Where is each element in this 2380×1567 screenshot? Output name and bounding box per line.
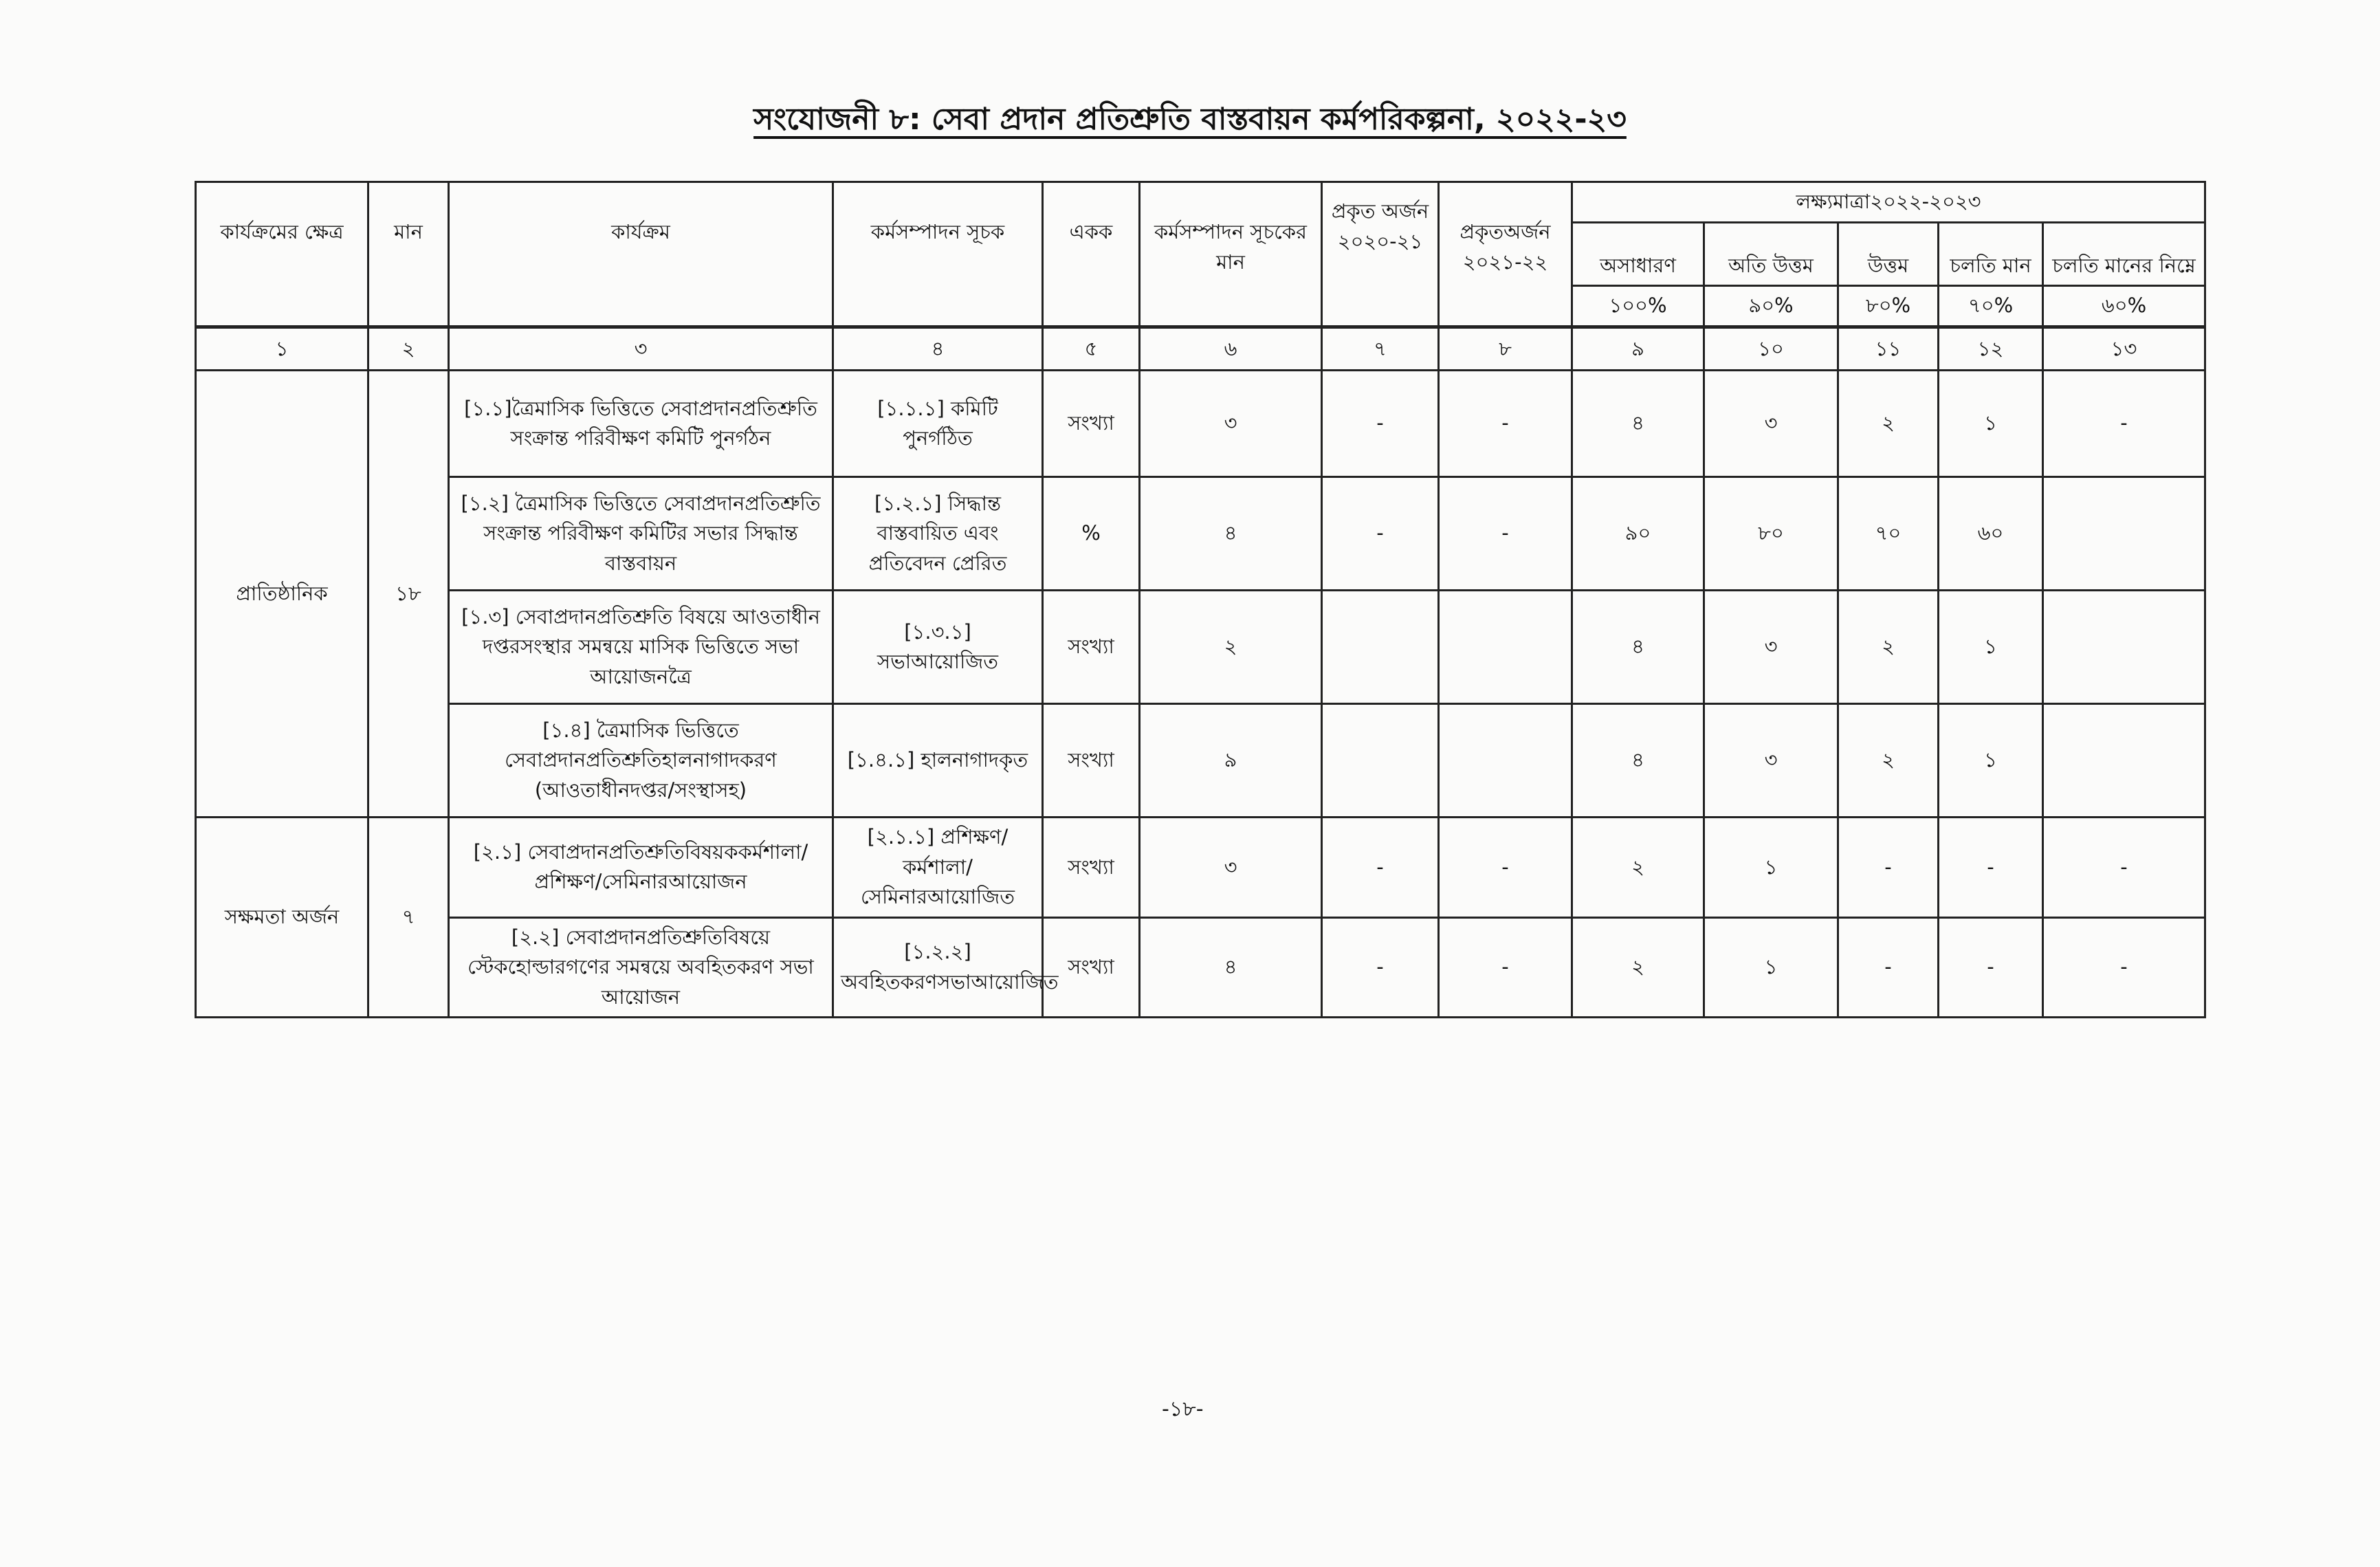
header-weight: মান <box>368 182 449 327</box>
actual-2020-21-cell: - <box>1322 371 1439 477</box>
target-cell: - <box>1838 818 1939 918</box>
indicator-cell: [২.১.১] প্রশিক্ষণ/কর্মশালা/ সেমিনারআয়োজিত <box>833 818 1043 918</box>
column-number: ৪ <box>833 327 1043 371</box>
header-actual-2020-21: প্রকৃত অর্জন ২০২০-২১ <box>1322 182 1439 327</box>
target-cell: - <box>2043 917 2205 1018</box>
activity-cell: [১.২] ত্রৈমাসিক ভিত্তিতে সেবাপ্রদানপ্রতিশ্রুতি সংক্রান্ত পরিবীক্ষণ কমিটির সভার সিদ্ধান্ত বাস্তবায়ন <box>449 477 833 591</box>
actual-2020-21-cell: - <box>1322 917 1439 1018</box>
target-cell: ৪ <box>1572 704 1704 818</box>
target-cell: ৪ <box>1572 371 1704 477</box>
table-row <box>196 371 2205 477</box>
header-actual-2021-22: প্রকৃতঅর্জন ২০২১-২২ <box>1439 182 1572 327</box>
target-cell: - <box>1939 818 2043 918</box>
document-title <box>0 96 2380 146</box>
title-text: সংযোজনী ৮: সেবা প্রদান প্রতিশ্রুতি বাস্তবায়ন কর্মপরিকল্পনা, ২০২২-২৩ <box>753 102 1627 137</box>
header-target-3: চলতি মান <box>1939 222 2043 286</box>
target-cell: ১ <box>1704 917 1838 1018</box>
header-unit: একক <box>1043 182 1140 327</box>
column-number: ৬ <box>1140 327 1322 371</box>
actual-2020-21-cell <box>1322 704 1439 818</box>
target-cell: - <box>1838 917 1939 1018</box>
area-cell: প্রাতিষ্ঠানিক <box>196 371 368 818</box>
target-cell: ৩ <box>1704 371 1838 477</box>
column-number: ১ <box>196 327 368 371</box>
actual-2021-22-cell: - <box>1439 917 1572 1018</box>
target-pct-3: ৭০% <box>1939 286 2043 327</box>
weight-cell: ৭ <box>368 818 449 1018</box>
indicator-cell: [১.৪.১] হালনাগাদকৃত <box>833 704 1043 818</box>
target-cell: ৪ <box>1572 591 1704 704</box>
column-number: ১১ <box>1838 327 1939 371</box>
target-cell: ১ <box>1939 371 2043 477</box>
target-cell: ৭০ <box>1838 477 1939 591</box>
indicator-weight-cell: ৩ <box>1140 371 1322 477</box>
actual-2020-21-cell: - <box>1322 477 1439 591</box>
target-cell: ২ <box>1572 818 1704 918</box>
target-pct-0: ১০০% <box>1572 286 1704 327</box>
indicator-cell: [১.২.২] অবহিতকরণসভাআয়োজিত <box>833 917 1043 1018</box>
actual-2021-22-cell <box>1439 591 1572 704</box>
header-target-0: অসাধারণ <box>1572 222 1704 286</box>
action-plan-table <box>195 181 2206 1018</box>
activity-cell: [২.২] সেবাপ্রদানপ্রতিশ্রুতিবিষয়ে স্টেকহোল্ডারগণের সমন্বয়ে অবহিতকরণ সভা আয়োজন <box>449 917 833 1018</box>
target-cell: ২ <box>1572 917 1704 1018</box>
unit-cell: সংখ্যা <box>1043 917 1140 1018</box>
unit-cell: % <box>1043 477 1140 591</box>
unit-cell: সংখ্যা <box>1043 704 1140 818</box>
indicator-weight-cell: ৯ <box>1140 704 1322 818</box>
column-number: ১২ <box>1939 327 2043 371</box>
indicator-cell: [১.৩.১] সভাআয়োজিত <box>833 591 1043 704</box>
target-cell: ১ <box>1939 704 2043 818</box>
target-cell <box>2043 591 2205 704</box>
header-target-4: চলতি মানের নিম্নে <box>2043 222 2205 286</box>
header-target-2: উত্তম <box>1838 222 1939 286</box>
target-cell <box>2043 704 2205 818</box>
table-row <box>196 591 2205 704</box>
activity-cell: [১.৪] ত্রৈমাসিক ভিত্তিতে সেবাপ্রদানপ্রতিশ্রুতিহালনাগাদকরণ (আওতাধীনদপ্তর/সংস্থাসহ) <box>449 704 833 818</box>
table-row <box>196 704 2205 818</box>
unit-cell: সংখ্যা <box>1043 591 1140 704</box>
actual-2020-21-cell: - <box>1322 818 1439 918</box>
actual-2021-22-cell <box>1439 704 1572 818</box>
actual-2020-21-cell <box>1322 591 1439 704</box>
column-number: ১৩ <box>2043 327 2205 371</box>
target-cell: ৩ <box>1704 704 1838 818</box>
target-cell: ১ <box>1704 818 1838 918</box>
target-cell: ২ <box>1838 591 1939 704</box>
indicator-weight-cell: ৩ <box>1140 818 1322 918</box>
column-number: ৯ <box>1572 327 1704 371</box>
actual-2021-22-cell: - <box>1439 371 1572 477</box>
column-number: ১০ <box>1704 327 1838 371</box>
activity-cell: [১.১]ত্রৈমাসিক ভিত্তিতে সেবাপ্রদানপ্রতিশ্রুতি সংক্রান্ত পরিবীক্ষণ কমিটি পুনর্গঠন <box>449 371 833 477</box>
target-pct-1: ৯০% <box>1704 286 1838 327</box>
indicator-weight-cell: ৪ <box>1140 477 1322 591</box>
target-cell <box>2043 477 2205 591</box>
activity-cell: [১.৩] সেবাপ্রদানপ্রতিশ্রুতি বিষয়ে আওতাধীন দপ্তরসংস্থার সমন্বয়ে মাসিক ভিত্তিতে সভা আয়োজনত্রৈ <box>449 591 833 704</box>
column-number: ৭ <box>1322 327 1439 371</box>
area-cell: সক্ষমতা অর্জন <box>196 818 368 1018</box>
header-activity: কার্যক্রম <box>449 182 833 327</box>
target-pct-4: ৬০% <box>2043 286 2205 327</box>
table-row <box>196 477 2205 591</box>
header-target-1: অতি উত্তম <box>1704 222 1838 286</box>
indicator-cell: [১.২.১] সিদ্ধান্ত বাস্তবায়িত এবং প্রতিবেদন প্রেরিত <box>833 477 1043 591</box>
column-number: ৮ <box>1439 327 1572 371</box>
target-cell: - <box>1939 917 2043 1018</box>
header-target-group: লক্ষ্যমাত্রা২০২২-২০২৩ <box>1572 182 2205 223</box>
target-pct-2: ৮০% <box>1838 286 1939 327</box>
indicator-cell: [১.১.১] কমিটি পুনর্গঠিত <box>833 371 1043 477</box>
target-cell: ৮০ <box>1704 477 1838 591</box>
target-cell: ২ <box>1838 371 1939 477</box>
target-cell: ৯০ <box>1572 477 1704 591</box>
target-cell: ১ <box>1939 591 2043 704</box>
header-indicator-weight: কর্মসম্পাদন সূচকের মান <box>1140 182 1322 327</box>
indicator-weight-cell: ৪ <box>1140 917 1322 1018</box>
actual-2021-22-cell: - <box>1439 477 1572 591</box>
column-number: ৫ <box>1043 327 1140 371</box>
column-number: ৩ <box>449 327 833 371</box>
page-number: -১৮- <box>1162 1397 1204 1421</box>
header-indicator: কর্মসম্পাদন সূচক <box>833 182 1043 327</box>
target-cell: - <box>2043 818 2205 918</box>
target-cell: ২ <box>1838 704 1939 818</box>
actual-2021-22-cell: - <box>1439 818 1572 918</box>
unit-cell: সংখ্যা <box>1043 818 1140 918</box>
indicator-weight-cell: ২ <box>1140 591 1322 704</box>
activity-cell: [২.১] সেবাপ্রদানপ্রতিশ্রুতিবিষয়ককর্মশালা/প্রশিক্ষণ/সেমিনারআয়োজন <box>449 818 833 918</box>
target-cell: ৩ <box>1704 591 1838 704</box>
column-number: ২ <box>368 327 449 371</box>
weight-cell: ১৮ <box>368 371 449 818</box>
table-row <box>196 917 2205 1018</box>
target-cell: - <box>2043 371 2205 477</box>
table-row <box>196 818 2205 918</box>
header-area: কার্যক্রমের ক্ষেত্র <box>196 182 368 327</box>
target-cell: ৬০ <box>1939 477 2043 591</box>
unit-cell: সংখ্যা <box>1043 371 1140 477</box>
